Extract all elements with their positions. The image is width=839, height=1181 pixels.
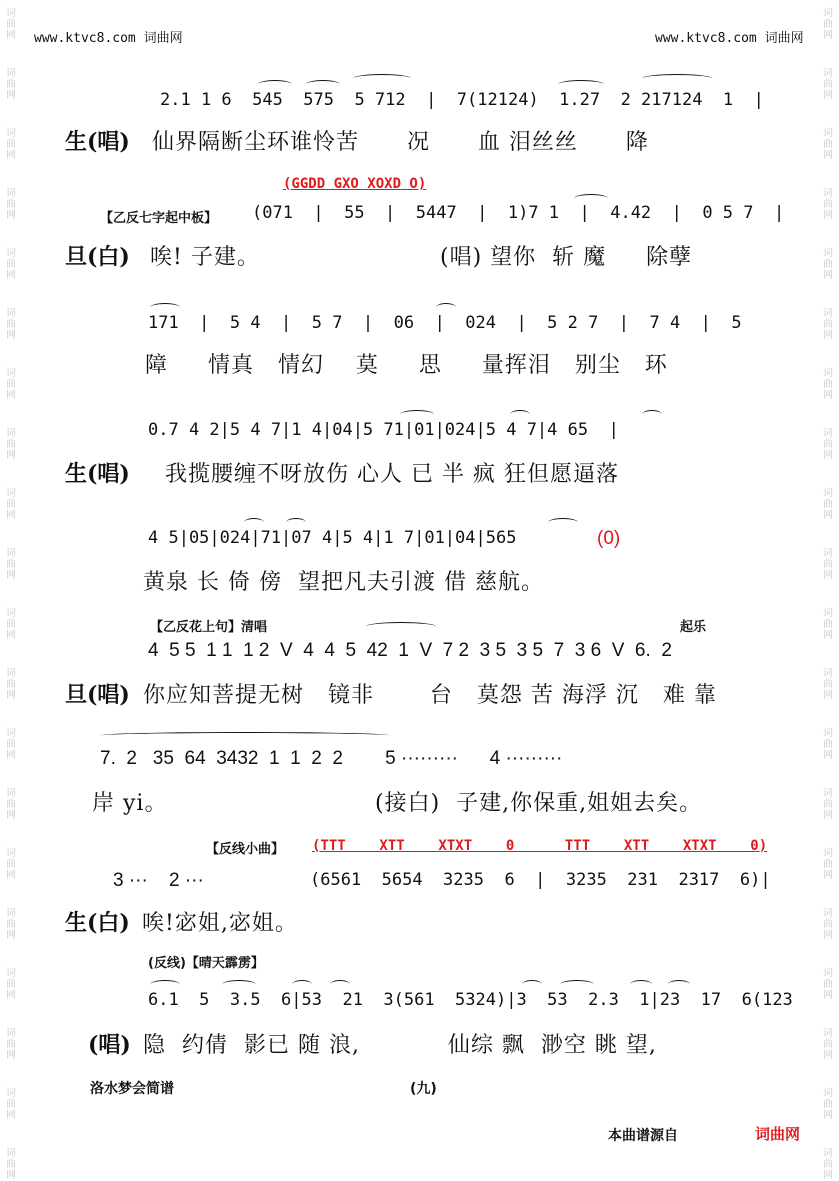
watermark-text: 词曲网 (823, 788, 833, 821)
header-left-site: www.ktvc8.com (34, 31, 136, 46)
line-8-lyrics: 唉!宓姐,宓姐。 (142, 911, 298, 936)
slur (642, 74, 712, 83)
watermark-text: 词曲网 (823, 68, 833, 101)
header-right-site: www.ktvc8.com (655, 31, 757, 46)
line-6-lyrics: 你应知菩提无树 镜非 台 莫怨 苦 海浮 沉 难 靠 (143, 683, 717, 708)
line-1-notes: 2.1 1 6 545 575 5 712 | 7(12124) 1.27 2 217124 1 | (160, 90, 764, 110)
footer-source: 本曲谱源自 (608, 1128, 678, 1144)
line-8-role: 生(白) (65, 910, 130, 936)
line-2-spoken: 唉! 子建。 (150, 245, 260, 270)
watermark-text: 词曲网 (6, 548, 16, 581)
slur (292, 980, 312, 989)
line-8-notes-left: 3 ··· 2 ··· (113, 870, 204, 891)
watermark-text: 词曲网 (6, 428, 16, 461)
header-left (34, 27, 183, 46)
watermark-text: 词曲网 (823, 248, 833, 281)
slur (100, 732, 390, 739)
line-4-notes: 0.7 4 2|5 4 7|1 4|04|5 71|01|024|5 4 7|4 65 | (148, 420, 619, 440)
watermark-text: 词曲网 (6, 248, 16, 281)
watermark-text: 词曲网 (823, 548, 833, 581)
watermark-text: 词曲网 (823, 608, 833, 641)
watermark-text: 词曲网 (6, 128, 16, 161)
slur (400, 410, 434, 419)
watermark-text: 词曲网 (823, 668, 833, 701)
line-9-role: (唱) (88, 1032, 131, 1058)
line-2-sung: (唱) 望你 斩 魔 除孽 (440, 245, 693, 270)
line-3-notes: 171 | 5 4 | 5 7 | 06 | 024 | 5 2 7 | 7 4 | 5 (148, 313, 742, 333)
line-3-lyrics: 障 情真 情幻 莫 思 量挥泪 别尘 环 (145, 353, 668, 378)
header-left-label: 词曲网 (143, 31, 183, 46)
slur (286, 518, 306, 527)
left-watermark-strip (0, 0, 22, 1181)
line-7-spoken: (接白) 子建,你保重,姐姐去矣。 (375, 791, 703, 816)
watermark-text: 词曲网 (823, 848, 833, 881)
watermark-text: 词曲网 (823, 488, 833, 521)
right-watermark-strip (817, 0, 839, 1181)
slur (353, 74, 411, 83)
watermark-text: 词曲网 (823, 428, 833, 461)
watermark-text: 词曲网 (6, 8, 16, 41)
line-9-notes: 6.1 5 3.5 6|53 21 3(561 5324)|3 53 2.3 1|23 17 6(123 (148, 990, 793, 1010)
watermark-text: 词曲网 (823, 968, 833, 1001)
watermark-text: 词曲网 (6, 368, 16, 401)
slur (244, 518, 264, 527)
watermark-text: 词曲网 (6, 728, 16, 761)
watermark-text: 词曲网 (823, 128, 833, 161)
line-8-tag: 【反线小曲】 (206, 842, 285, 857)
slur (510, 410, 530, 419)
line-1-lyrics: 仙界隔断尘环谁怜苦 况 血 泪丝丝 降 (152, 130, 649, 155)
line-4-lyrics: 我揽腰缠不呀放伤 心人 已 半 疯 狂但愿逼落 (165, 462, 619, 487)
line-6-tag-right: 起乐 (680, 620, 707, 635)
line-7-lyrics: 岸 yi。 (92, 791, 168, 816)
line-5-lyrics: 黄泉 长 倚 傍 望把凡夫引渡 借 慈航。 (143, 570, 544, 595)
line-7-notes: 7. 2 35 64 3432 1 1 2 2 5 ········· 4 ········· (100, 748, 563, 769)
slur (522, 980, 542, 989)
line-5-notes-red: (0) (597, 528, 621, 549)
watermark-text: 词曲网 (6, 1028, 16, 1061)
header-right (655, 27, 804, 46)
line-2-percussion: (GGDD GXO XOXD O) (283, 176, 427, 192)
line-6-tag: 【乙反花上句】清唱 (150, 620, 268, 635)
slur (630, 980, 652, 989)
line-1-role: 生(唱) (65, 129, 130, 155)
line-9-tag: (反线)【晴天霹雳】 (148, 956, 264, 971)
slur (642, 410, 662, 419)
line-4-role: 生(唱) (65, 461, 130, 487)
watermark-text: 词曲网 (823, 728, 833, 761)
slur (150, 980, 180, 989)
watermark-text: 词曲网 (6, 908, 16, 941)
watermark-text: 词曲网 (6, 188, 16, 221)
line-8-percussion: (TTT XTT XTXT 0 TTT XTT XTXT 0) (312, 838, 768, 854)
header-right-label: 词曲网 (764, 31, 804, 46)
slur (366, 622, 436, 631)
line-9-lyrics: 隐 约倩 影已 随 浪, 仙综 飘 渺空 眺 望, (143, 1033, 657, 1058)
line-8-notes: (6561 5654 3235 6 | 3235 231 2317 6)| (310, 870, 771, 890)
watermark-text: 词曲网 (6, 488, 16, 521)
line-2-role: 旦(白) (65, 244, 130, 270)
line-6-notes: 4 5 5 1 1 1 2 V 4 4 5 42 1 V 7 2 3 5 3 5 7 3 6 V 6. 2 (148, 640, 672, 661)
slur (668, 980, 690, 989)
watermark-text: 词曲网 (823, 1148, 833, 1181)
watermark-text: 词曲网 (6, 608, 16, 641)
footer-page: (九) (410, 1081, 437, 1097)
watermark-text: 词曲网 (6, 308, 16, 341)
watermark-text: 词曲网 (6, 1088, 16, 1121)
watermark-text: 词曲网 (6, 848, 16, 881)
slur (548, 518, 578, 527)
slur (306, 80, 340, 89)
slur (150, 303, 180, 312)
slur (558, 80, 604, 89)
watermark-text: 词曲网 (6, 968, 16, 1001)
watermark-text: 词曲网 (823, 188, 833, 221)
watermark-text: 词曲网 (6, 788, 16, 821)
watermark-text: 词曲网 (823, 368, 833, 401)
watermark-text: 词曲网 (823, 1028, 833, 1061)
slur (574, 194, 608, 203)
line-5-notes: 4 5|05|024|71|07 4|5 4|1 7|01|04|565 (148, 528, 517, 548)
watermark-text: 词曲网 (6, 68, 16, 101)
slur (222, 980, 256, 989)
line-2-tag: 【乙反七字起中板】 (100, 211, 218, 226)
footer-title: 洛水梦会简谱 (90, 1081, 174, 1097)
slur (330, 980, 350, 989)
watermark-text: 词曲网 (823, 908, 833, 941)
watermark-text: 词曲网 (823, 1088, 833, 1121)
line-6-role: 旦(唱) (65, 682, 130, 708)
watermark-text: 词曲网 (823, 8, 833, 41)
watermark-text: 词曲网 (823, 308, 833, 341)
slur (560, 980, 594, 989)
watermark-text: 词曲网 (6, 1148, 16, 1181)
line-2-notes: (071 | 55 | 5447 | 1)7 1 | 4.42 | 0 5 7 | (252, 203, 785, 223)
slur (436, 303, 456, 312)
slur (258, 80, 292, 89)
footer-brand[interactable]: 词曲网 (755, 1125, 801, 1143)
watermark-text: 词曲网 (6, 668, 16, 701)
